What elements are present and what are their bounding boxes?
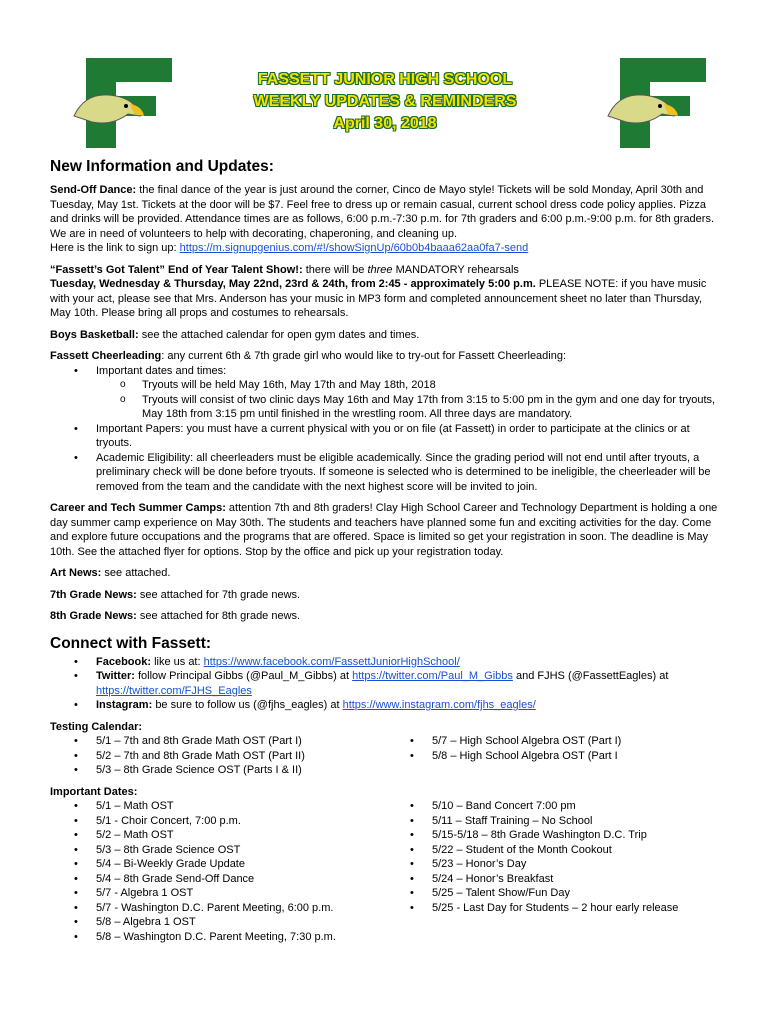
cheer-sublist xyxy=(96,378,722,422)
art-text: see attached. xyxy=(104,567,171,579)
cheer-label: Fassett Cheerleading xyxy=(50,350,162,362)
social-list xyxy=(50,655,722,713)
talent-text-2: MANDATORY rehearsals xyxy=(395,263,519,276)
instagram-link[interactable]: https://www.instagram.com/fjhs_eagles/ xyxy=(342,699,536,711)
dates-left xyxy=(50,799,386,944)
signup-link[interactable]: https://m.signupgenius.com/#!/showSignUp/60b0b4baaa62aa0fa7-send xyxy=(179,242,529,254)
career-paragraph xyxy=(50,501,722,559)
career-label: Career and Tech Summer Camps: xyxy=(50,502,226,514)
facebook-link[interactable]: https://www.facebook.com/FassettJuniorHighSchool/ xyxy=(203,655,460,668)
list-item xyxy=(96,698,722,713)
dates-columns xyxy=(50,799,722,944)
list-item: • 5/2 – Math OST xyxy=(96,828,386,843)
section-heading-new-info: New Information and Updates: xyxy=(50,158,274,175)
grade7-label: 7th Grade News: xyxy=(50,588,137,601)
list-item: • 5/2 – 7th and 8th Grade Math OST (Part II) xyxy=(96,749,386,764)
facebook-label: Facebook: xyxy=(96,655,152,668)
boys-text: see the attached calendar for open gym dates and times. xyxy=(141,328,420,341)
newsletter-subtitle: WEEKLY UPDATES & REMINDERS xyxy=(253,93,517,110)
grade8-text: see attached for 8th grade news. xyxy=(139,610,301,622)
list-item: • 5/4 – 8th Grade Send-Off Dance xyxy=(96,872,386,887)
talent-three: three xyxy=(367,263,393,276)
talent-paragraph xyxy=(50,263,722,321)
twitter-text-2: and FJHS (@FassettEagles) at xyxy=(515,670,669,682)
twitter-label: Twitter: xyxy=(96,670,135,682)
cheer-text: : any current 6th & 7th grade girl who would like to try-out for Fassett Cheerleading: xyxy=(161,350,567,362)
instagram-label: Instagram: xyxy=(96,699,153,711)
newsletter-date: April 30, 2018 xyxy=(333,115,437,132)
sendoff-text: the final dance of the year is just around the corner, Cinco de Mayo style! Tickets will be sold Monday, April 30th and Tuesday, May 1st. Tickets at the door will be $7. Feel free to dress up or remain casual, current school dress code policy applies. Pizza and drinks will be provided. Attendance times are as follows, 6:00 p.m.-7:30 p.m. for 7th graders and 6:00 p.m.-9:00 p.m. for 8th graders. We are in need of volunteers to help with decorating, chaperoning, and cleaning up. xyxy=(50,184,715,240)
list-item: • 5/23 – Honor’s Day xyxy=(432,857,722,872)
list-item: • 5/3 – 8th Grade Science OST xyxy=(96,843,386,858)
section-heading-connect: Connect with Fassett: xyxy=(50,634,212,652)
twitter-gibbs-link[interactable]: https://twitter.com/Paul_M_Gibbs xyxy=(352,670,513,682)
twitter-text: follow Principal Gibbs (@Paul_M_Gibbs) at xyxy=(137,670,350,682)
school-title: FASSETT JUNIOR HIGH SCHOOL xyxy=(257,71,513,88)
boys-label: Boys Basketball: xyxy=(50,328,139,341)
list-item: • 5/25 – Talent Show/Fun Day xyxy=(432,886,722,901)
grade7-paragraph xyxy=(50,588,722,603)
list-item xyxy=(96,655,722,670)
talent-text: there will be xyxy=(305,263,365,276)
list-item: • 5/7 - Washington D.C. Parent Meeting, 6:00 p.m. xyxy=(96,901,386,916)
testing-left xyxy=(50,734,386,778)
art-paragraph xyxy=(50,566,722,581)
list-item xyxy=(96,669,722,698)
facebook-text: like us at: xyxy=(154,655,201,668)
grade7-text: see attached for 7th grade news. xyxy=(139,588,301,601)
list-item: • 5/7 – High School Algebra OST (Part I) xyxy=(432,734,722,749)
list-item: • 5/22 – Student of the Month Cookout xyxy=(432,843,722,858)
list-item: o Tryouts will be held May 16th, May 17th and May 18th, 2018 xyxy=(142,378,722,393)
boys-basketball-paragraph xyxy=(50,328,722,343)
list-item: • 5/1 – Math OST xyxy=(96,799,386,814)
list-item: o Tryouts will consist of two clinic days May 16th and May 17th from 3:15 to 5:00 pm in the gym and one day for tryouts, May 18th from 3:15 pm until finished in the wrestling room. All three days are mandatory. xyxy=(142,393,722,422)
sendoff-paragraph xyxy=(50,183,722,256)
list-item: • 5/1 – 7th and 8th Grade Math OST (Part I) xyxy=(96,734,386,749)
art-label: Art News: xyxy=(50,567,102,579)
list-item: • Important Papers: you must have a current physical with you or on file (at Fassett) in order to participate at the clinics or at tryouts. xyxy=(96,422,722,451)
list-item: • 5/24 – Honor’s Breakfast xyxy=(432,872,722,887)
list-item: • 5/8 – Algebra 1 OST xyxy=(96,915,386,930)
testing-columns xyxy=(50,734,722,778)
list-item: • 5/8 – High School Algebra OST (Part I xyxy=(432,749,722,764)
sendoff-link-intro: Here is the link to sign up: xyxy=(50,242,177,254)
grade8-paragraph xyxy=(50,609,722,624)
list-item: • 5/1 - Choir Concert, 7:00 p.m. xyxy=(96,814,386,829)
important-dates xyxy=(50,785,722,945)
list-item: • 5/4 – Bi-Weekly Grade Update xyxy=(96,857,386,872)
newsletter-body xyxy=(50,157,722,944)
cheer-item: Important dates and times: xyxy=(96,364,227,377)
testing-heading: Testing Calendar: xyxy=(50,720,143,733)
talent-dates: Tuesday, Wednesday & Thursday, May 22nd, 23rd & 24th, from 2:45 - approximately 5:00 p.m. xyxy=(50,278,536,290)
list-item: • 5/25 - Last Day for Students – 2 hour early release xyxy=(432,901,722,916)
list-item: • 5/10 – Band Concert 7:00 pm xyxy=(432,799,722,814)
grade8-label: 8th Grade News: xyxy=(50,610,137,622)
dates-right xyxy=(386,799,722,944)
instagram-text: be sure to follow us (@fjhs_eagles) at xyxy=(155,699,340,711)
sendoff-label: Send-Off Dance: xyxy=(50,184,137,196)
list-item: • 5/15-5/18 – 8th Grade Washington D.C. Trip xyxy=(432,828,722,843)
career-text: attention 7th and 8th graders! Clay High School Career and Technology Department is holding a one day summer camp experience on May 30th. The students and teachers have planned some fun and exciting activities for the day. Come and explore future occupations and the programs that are offered. Space is limited so get your registration in soon. The deadline is May 10th. See the attached flyer for options. Stop by the office and pick up your registration today. xyxy=(50,502,718,558)
list-item: • 5/8 – Washington D.C. Parent Meeting, 7:30 p.m. xyxy=(96,930,386,945)
list-item: • 5/11 – Staff Training – No School xyxy=(432,814,722,829)
talent-label: “Fassett’s Got Talent” End of Year Talent Show!: xyxy=(50,263,303,276)
list-item xyxy=(96,364,722,422)
list-item: • 5/7 - Algebra 1 OST xyxy=(96,886,386,901)
list-item: • 5/3 – 8th Grade Science OST (Parts I & II) xyxy=(96,763,386,778)
twitter-fjhs-link[interactable]: https://twitter.com/FJHS_Eagles xyxy=(96,684,252,697)
list-item: • Academic Eligibility: all cheerleaders must be eligible academically. Since the grading period will not end until after tryouts, a preliminary check will be done before tryouts. If someone is selected who is determined to be ineligible, the cheerleader will be removed from the team and the candidate with the next highest score will be invited to join. xyxy=(96,451,722,495)
testing-calendar xyxy=(50,720,722,778)
testing-right xyxy=(386,734,722,778)
cheer-paragraph xyxy=(50,349,722,364)
talent-note: PLEASE NOTE: if you have music with your act, please see that Mrs. Anderson has your music in MP3 form and completed announcement sheet no later than Thursday, May 10th. Please bring all props and costumes to rehearsals. xyxy=(50,278,707,319)
cheer-list xyxy=(50,364,722,495)
dates-heading: Important Dates: xyxy=(50,785,138,798)
